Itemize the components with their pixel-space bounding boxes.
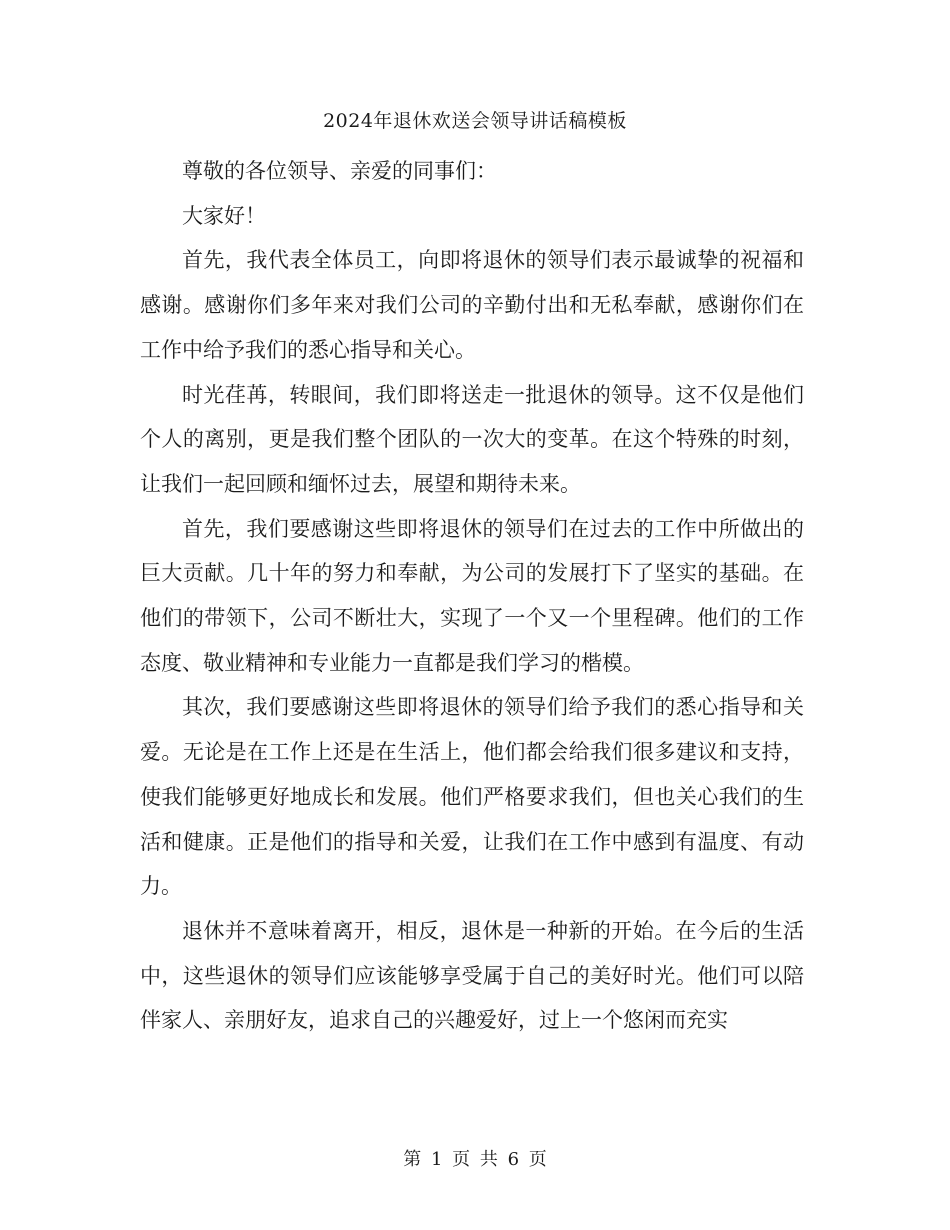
body-paragraph: 首先，我代表全体员工，向即将退休的领导们表示最诚挚的祝福和感谢。感谢你们多年来对我们公司的辛勤付出和无私奉献，感谢你们在工作中给予我们的悉心指导和关心。 (140, 248, 804, 362)
greeting-paragraph: 大家好！ (182, 203, 266, 228)
page-number-footer: 第 1 页 共 6 页 (403, 1149, 547, 1170)
document-title: 2024年退休欢送会领导讲话稿模板 (323, 110, 627, 132)
salutation-paragraph: 尊敬的各位领导、亲爱的同事们： (182, 159, 497, 183)
body-paragraph: 其次，我们要感谢这些即将退休的领导们给予我们的悉心指导和关爱。无论是在工作上还是在生活上，他们都会给我们很多建议和支持，使我们能够更好地成长和发展。他们严格要求我们，但也关心我们的生活和健康。正是他们的指导和关爱，让我们在工作中感到有温度、有动力。 (140, 695, 804, 899)
body-paragraph: 首先，我们要感谢这些即将退休的领导们在过去的工作中所做出的巨大贡献。几十年的努力和奉献，为公司的发展打下了坚实的基础。在他们的带领下，公司不断壮大，实现了一个又一个里程碑。他们的工作态度、敬业精神和专业能力一直都是我们学习的楷模。 (140, 516, 804, 675)
body-paragraph: 时光荏苒，转眼间，我们即将送走一批退休的领导。这不仅是他们个人的离别，更是我们整个团队的一次大的变革。在这个特殊的时刻，让我们一起回顾和缅怀过去，展望和期待未来。 (140, 382, 804, 496)
body-paragraph: 退休并不意味着离开，相反，退休是一种新的开始。在今后的生活中，这些退休的领导们应该能够享受属于自己的美好时光。他们可以陪伴家人、亲朋好友，追求自己的兴趣爱好，过上一个悠闲而充实 (140, 918, 804, 1033)
document-body (140, 149, 804, 1043)
